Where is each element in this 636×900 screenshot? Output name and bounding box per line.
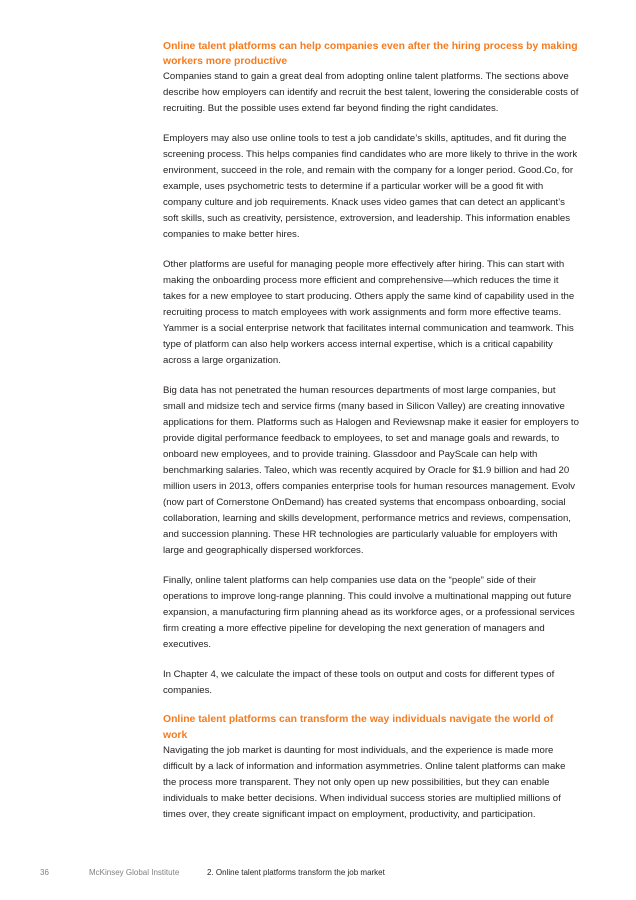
body-paragraph: Companies stand to gain a great deal from adopting online talent platforms. The sections above describe how employers can identify and recruit the best talent, lowering the considerable costs of recruiting. But the possible uses extend far beyond finding the right candidates. — [163, 71, 579, 115]
publisher-name: McKinsey Global Institute — [89, 868, 180, 877]
section-heading-productivity: Online talent platforms can help companies even after the hiring process by making workers more productive — [163, 41, 578, 68]
page-body — [163, 39, 579, 837]
body-paragraph: Big data has not penetrated the human resources departments of most large companies, but small and midsize tech and service firms (many based in Silicon Valley) are creating innovative applications for them. Platforms such as Halogen and Reviewsnap make it easier for employers to provide digital performance feedback to employees, to set and manage goals and rewards, to onboard new employees, and to provide training. Glassdoor and PayScale can help with benchmarking salaries. Taleo, which was recently acquired by Oracle for $1.9 billion and had 20 million users in 2013, offers companies enterprise tools for human resources management. Evolv (now part of Cornerstone OnDemand) has created systems that encompass onboarding, social collaboration, learning and skills development, performance metrics and reviews, compensation, and succession planning. These HR technologies are particularly valuable for employers with large and geographically dispersed workforces. — [163, 385, 579, 557]
body-paragraph: In Chapter 4, we calculate the impact of these tools on output and costs for different types of companies. — [163, 669, 555, 697]
body-paragraph: Finally, online talent platforms can help companies use data on the “people” side of their operations to improve long-range planning. This could involve a multinational mapping out future expansion, a manufacturing firm planning ahead as its workforce ages, or a professional services firm creating a more effective pipeline for developing the next generation of managers and executives. — [163, 575, 575, 651]
body-paragraph: Navigating the job market is daunting for most individuals, and the experience is made more difficult by a lack of information and information asymmetries. Online talent platforms can make the process more transparent. They not only open up new possibilities, but they can enable individuals to make better decisions. When individual success stories are multiplied millions of times over, they create significant impact on employment, productivity, and participation. — [163, 744, 566, 820]
section-heading-individuals: Online talent platforms can transform the way individuals navigate the world of work — [163, 714, 554, 741]
page-number: 36 — [40, 868, 49, 877]
body-paragraph: Other platforms are useful for managing people more effectively after hiring. This can start with making the onboarding process more efficient and comprehensive—which reduces the time it takes for a new employee to start producing. Others apply the same kind of capability used in the recruiting process to match employees with work assignments and form more effective teams. Yammer is a social enterprise network that facilitates internal communication and teamwork. This type of platform can also help workers access internal expertise, which is a critical capability across a large organization. — [163, 259, 575, 367]
body-paragraph: Employers may also use online tools to test a job candidate’s skills, aptitudes, and fit during the screening process. This helps companies find candidates who are more likely to thrive in the work environment, succeed in the role, and remain with the company for a longer period. Good.Co, for example, uses psychometric tests to determine if a particular worker will be a good fit with company culture and job requirements. Knack uses video games that can detect an applicant’s soft skills, such as creativity, persistence, extroversion, and leadership. This information enables companies to make better hires. — [163, 133, 578, 241]
chapter-title: 2. Online talent platforms transform the job market — [207, 868, 385, 877]
